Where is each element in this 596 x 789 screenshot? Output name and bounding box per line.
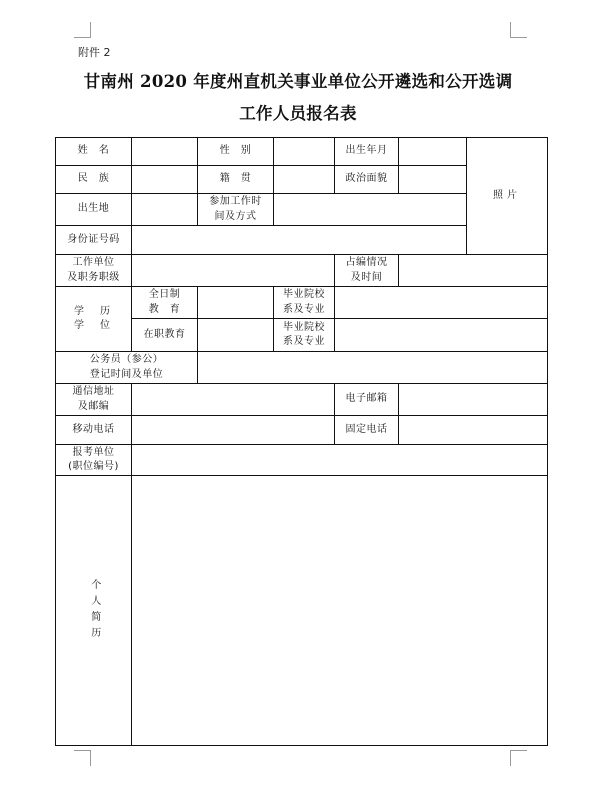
birth-date-label: 出生年月: [334, 137, 399, 166]
inservice-edu-field[interactable]: [197, 318, 274, 352]
resume-label: 个人简历: [55, 475, 132, 746]
political-status-label: 政治面貌: [334, 165, 399, 194]
crop-mark-br-h: [510, 750, 527, 751]
mobile-label: 移动电话: [55, 415, 132, 445]
work-start-field[interactable]: [273, 193, 467, 226]
email-field[interactable]: [398, 383, 548, 416]
native-place-label: 籍 贯: [197, 165, 274, 194]
crop-mark-tr-v: [510, 22, 511, 38]
ethnicity-label: 民 族: [55, 165, 132, 194]
photo-box[interactable]: 照片: [466, 137, 548, 255]
civil-servant-field[interactable]: [197, 351, 548, 384]
annex-label: 附件 2: [78, 46, 111, 59]
work-unit-field[interactable]: [131, 254, 335, 287]
work-unit-label: 工作单位 及职务职级: [55, 254, 132, 287]
school-major-label-1: 毕业院校 系及专业: [273, 286, 335, 319]
target-unit-field[interactable]: [131, 444, 548, 476]
address-label: 通信地址 及邮编: [55, 383, 132, 416]
staffing-field[interactable]: [398, 254, 548, 287]
crop-mark-tr-h: [510, 37, 527, 38]
gender-field[interactable]: [273, 137, 335, 166]
gender-label: 性 别: [197, 137, 274, 166]
form-subtitle: 工作人员报名表: [239, 104, 357, 123]
landline-label: 固定电话: [334, 415, 399, 445]
name-field[interactable]: [131, 137, 198, 166]
crop-mark-br-v: [510, 750, 511, 766]
civil-servant-label: 公务员（参公） 登记时间及单位: [55, 351, 198, 384]
crop-mark-tl-h: [74, 37, 91, 38]
work-start-label: 参加工作时 间及方式: [197, 193, 274, 226]
school-major-label-2: 毕业院校 系及专业: [273, 318, 335, 352]
fulltime-edu-label: 全日制 教 育: [131, 286, 198, 319]
crop-mark-bl-v: [90, 750, 91, 766]
school-major-field-1[interactable]: [334, 286, 548, 319]
crop-mark-bl-h: [74, 750, 91, 751]
education-label: 学 历 学 位: [55, 286, 132, 352]
political-status-field[interactable]: [398, 165, 467, 194]
birthplace-label: 出生地: [55, 193, 132, 226]
id-number-label: 身份证号码: [55, 225, 132, 255]
fulltime-edu-field[interactable]: [197, 286, 274, 319]
name-label: 姓 名: [55, 137, 132, 166]
staffing-label: 占编情况 及时间: [334, 254, 399, 287]
address-field[interactable]: [131, 383, 335, 416]
native-place-field[interactable]: [273, 165, 335, 194]
landline-field[interactable]: [398, 415, 548, 445]
school-major-field-2[interactable]: [334, 318, 548, 352]
target-unit-label: 报考单位 (职位编号): [55, 444, 132, 476]
form-title: 甘南州 2020 年度州直机关事业单位公开遴选和公开选调: [83, 72, 513, 91]
birthplace-field[interactable]: [131, 193, 198, 226]
inservice-edu-label: 在职教育: [131, 318, 198, 352]
resume-field[interactable]: [131, 475, 548, 746]
id-number-field[interactable]: [131, 225, 467, 255]
birth-date-field[interactable]: [398, 137, 467, 166]
crop-mark-tl-v: [90, 22, 91, 38]
mobile-field[interactable]: [131, 415, 335, 445]
ethnicity-field[interactable]: [131, 165, 198, 194]
email-label: 电子邮箱: [334, 383, 399, 416]
